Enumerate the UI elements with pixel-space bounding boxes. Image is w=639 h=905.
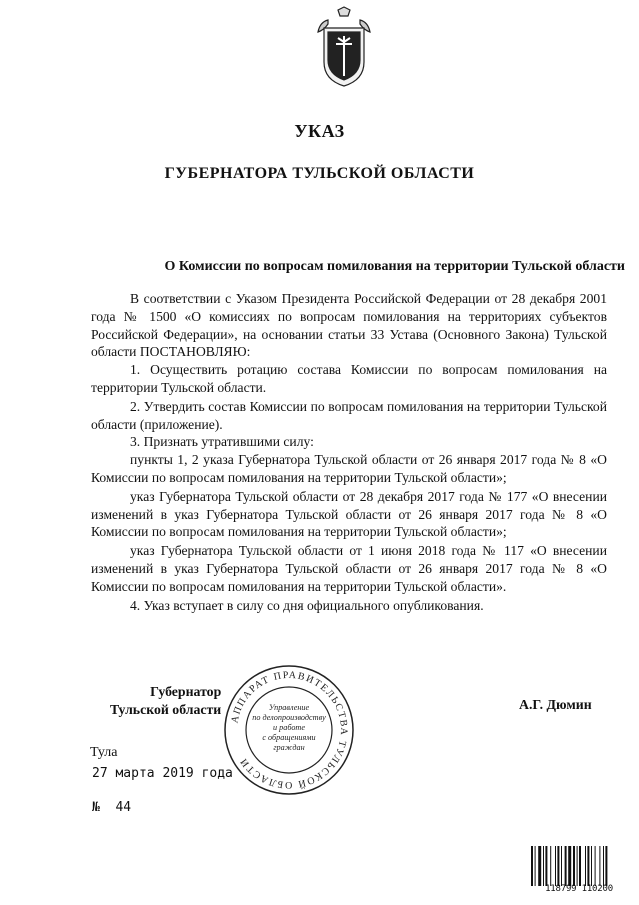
document-body: [91, 290, 607, 614]
document-number: [92, 800, 131, 815]
document-subject: О Комиссии по вопросам помилования на территории Тульской области: [164, 259, 625, 274]
paragraph-preamble: В соответствии с Указом Президента Российской Федерации от 28 декабря 2001 года № 1500 «О комиссиях по вопросам помилования на территориях субъектов Российской Федерации», на основании статьи 33 Устава (Основного Закона) Тульской области ПОСТАНОВЛЯЮ:: [91, 291, 607, 360]
document-issuer: ГУБЕРНАТОРА ТУЛЬСКОЙ ОБЛАСТИ: [164, 165, 475, 182]
paragraph-item-3-sub-3: указ Губернатора Тульской области от 1 июня 2018 года № 117 «О внесении изменений в указ Губернатора Тульской области от 26 января 2017 года № 8 «О Комиссии по вопросам помилования на территории Тульской области».: [91, 543, 607, 594]
document-title: УКАЗ: [294, 121, 345, 141]
stamp-line-1: Управление: [268, 703, 310, 712]
issue-place: Тула: [90, 745, 118, 760]
stamp-line-3: и работе: [273, 723, 305, 732]
paragraph-item-3: 3. Признать утратившими силу:: [130, 434, 314, 450]
number-value: 44: [115, 800, 132, 815]
stamp-line-4: с обращениями: [262, 733, 316, 742]
signatory-title-line-1: Губернатор: [150, 684, 222, 699]
paragraph-item-2: 2. Утвердить состав Комиссии по вопросам помилования на территории Тульской области (приложение).: [91, 398, 607, 432]
stamp-ring-text: АППАРАТ ПРАВИТЕЛЬСТВА ТУЛЬСКОЙ ОБЛАСТИ: [229, 669, 350, 791]
number-sign: №: [92, 800, 100, 815]
stamp-line-5: граждан: [273, 743, 305, 752]
signatory-title-line-2: Тульской области: [110, 702, 222, 717]
coat-of-arms-emblem: [316, 6, 372, 90]
signatory-name: А.Г. Дюмин: [519, 697, 592, 712]
signatory-title: [110, 683, 221, 719]
official-stamp: [222, 663, 356, 797]
issue-date: 27 марта 2019 года: [92, 766, 233, 781]
paragraph-item-4: 4. Указ вступает в силу со дня официального опубликования.: [130, 597, 484, 613]
stamp-line-2: по делопроизводству: [252, 713, 326, 722]
paragraph-item-3-sub-2: указ Губернатора Тульской области от 28 декабря 2017 года № 177 «О внесении изменений в указ Губернатора Тульской области от 26 января 2017 года № 8 «О Комиссии по вопросам помилования на территории Тульской области»;: [91, 488, 607, 540]
barcode: [531, 846, 627, 886]
paragraph-item-1: 1. Осуществить ротацию состава Комиссии по вопросам помилования на территории Тульской области.: [91, 362, 607, 395]
barcode-digits: 118799 110200: [545, 884, 613, 894]
paragraph-item-3-sub-1: пункты 1, 2 указа Губернатора Тульской области от 26 января 2017 года № 8 «О Комиссии по вопросам помилования на территории Тульской области»;: [91, 452, 607, 485]
